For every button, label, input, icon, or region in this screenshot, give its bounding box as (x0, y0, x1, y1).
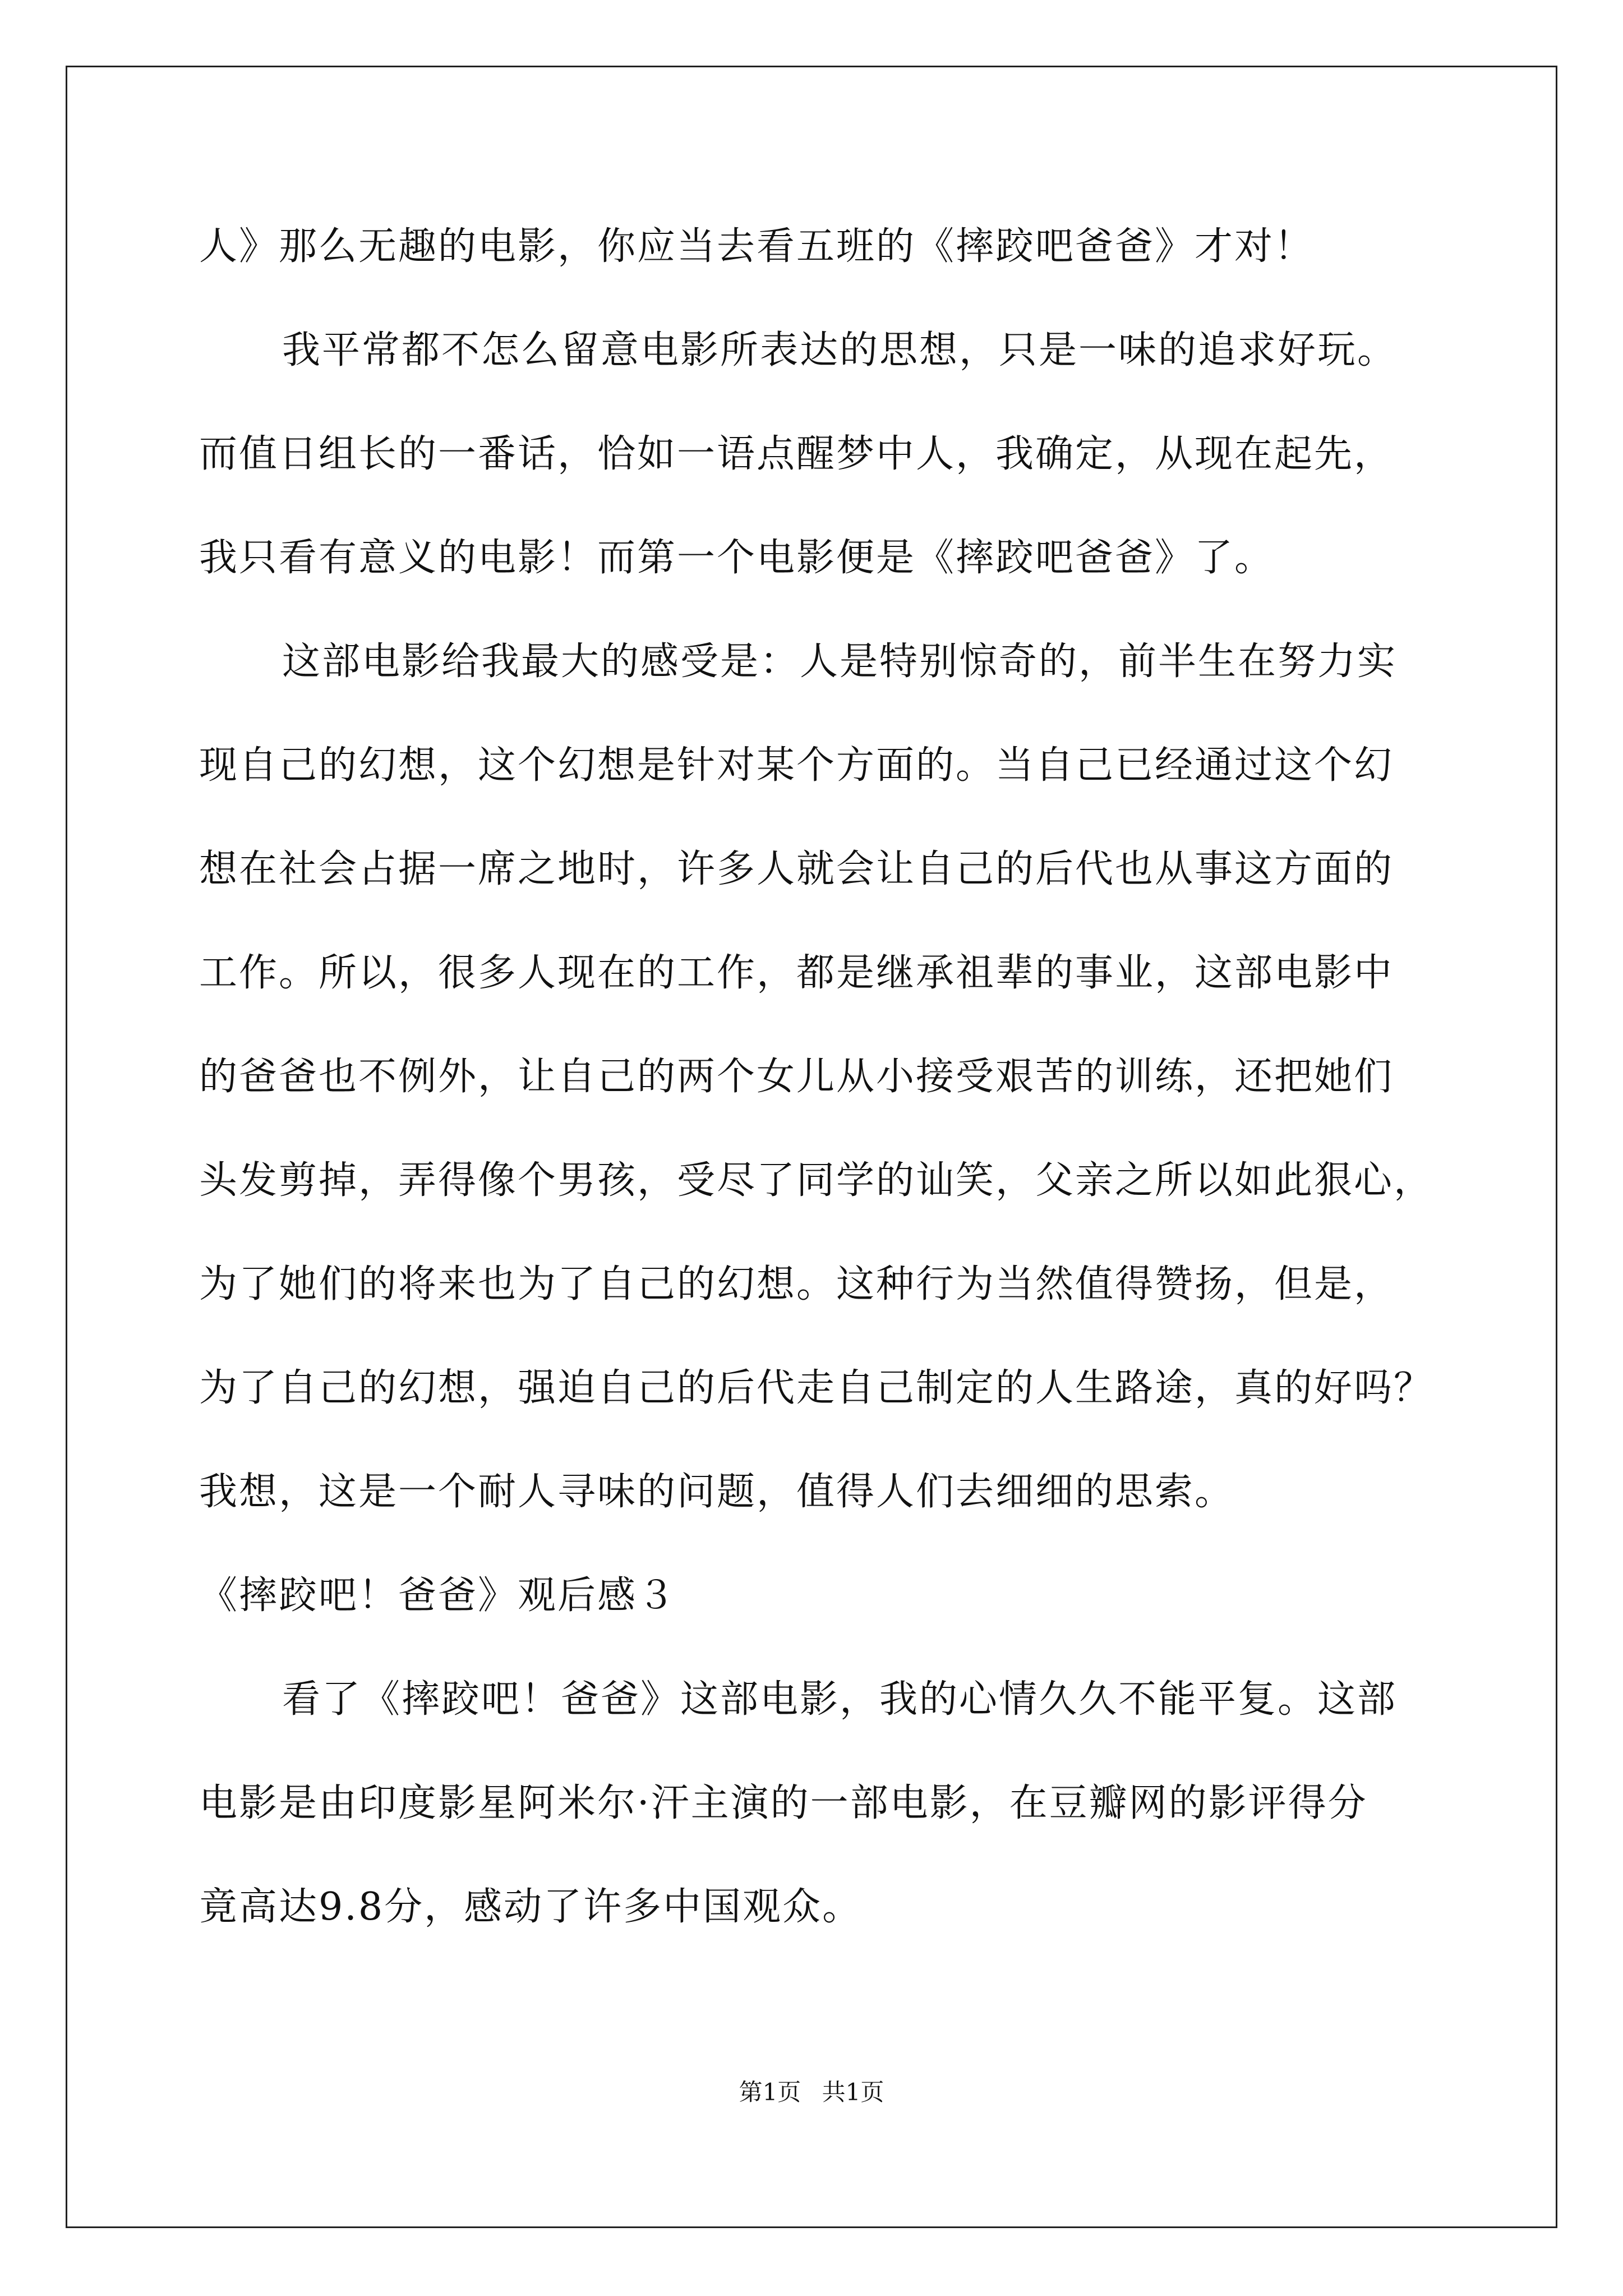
text-line: 的爸爸也不例外，让自己的两个女儿从小接受艰苦的训练，还把她们 (199, 1055, 1394, 1099)
text-line: 头发剪掉，弄得像个男孩，受尽了同学的讪笑，父亲之所以如此狠心， (199, 1158, 1434, 1203)
paragraph-line: 这部电影给我最大的感受是：人是特别惊奇的，前半生在努力实 (282, 639, 1398, 684)
text-line: 想在社会占据一席之地时，许多人就会让自己的后代也从事这方面的 (199, 847, 1394, 891)
text-line: 为了她们的将来也为了自己的幻想。这种行为当然值得赞扬，但是， (199, 1262, 1394, 1306)
text-line: 而值日组长的一番话，恰如一语点醒梦中人，我确定，从现在起先， (199, 432, 1394, 476)
page-total: 共1页 (822, 2078, 884, 2106)
text-line: 现自己的幻想，这个幻想是针对某个方面的。当自己已经通过这个幻 (199, 743, 1394, 788)
text-line: 竟高达9.8分，感动了许多中国观众。 (199, 1885, 863, 1929)
text-line: 我只看有意义的电影！而第一个电影便是《摔跤吧爸爸》了。 (199, 536, 1275, 580)
text-line: 工作。所以，很多人现在的工作，都是继承祖辈的事业，这部电影中 (199, 951, 1394, 995)
page-number: 第1页 (739, 2078, 801, 2106)
text-line: 电影是由印度影星阿米尔·汗主演的一部电影，在豆瓣网的影评得分 (199, 1781, 1368, 1825)
paragraph-line: 我平常都不怎么留意电影所表达的思想，只是一味的追求好玩。 (282, 328, 1398, 372)
text-line: 人》那么无趣的电影，你应当去看五班的《摔跤吧爸爸》才对！ (199, 224, 1315, 269)
text-line: 我想，这是一个耐人寻味的问题，值得人们去细细的思索。 (199, 1470, 1235, 1514)
page-footer (0, 2076, 1623, 2109)
section-heading: 《摔跤吧！爸爸》观后感３ (199, 1573, 677, 1618)
text-line: 为了自己的幻想，强迫自己的后代走自己制定的人生路途，真的好吗？ (199, 1366, 1434, 1410)
paragraph-line: 看了《摔跤吧！爸爸》这部电影，我的心情久久不能平复。这部 (282, 1677, 1398, 1722)
